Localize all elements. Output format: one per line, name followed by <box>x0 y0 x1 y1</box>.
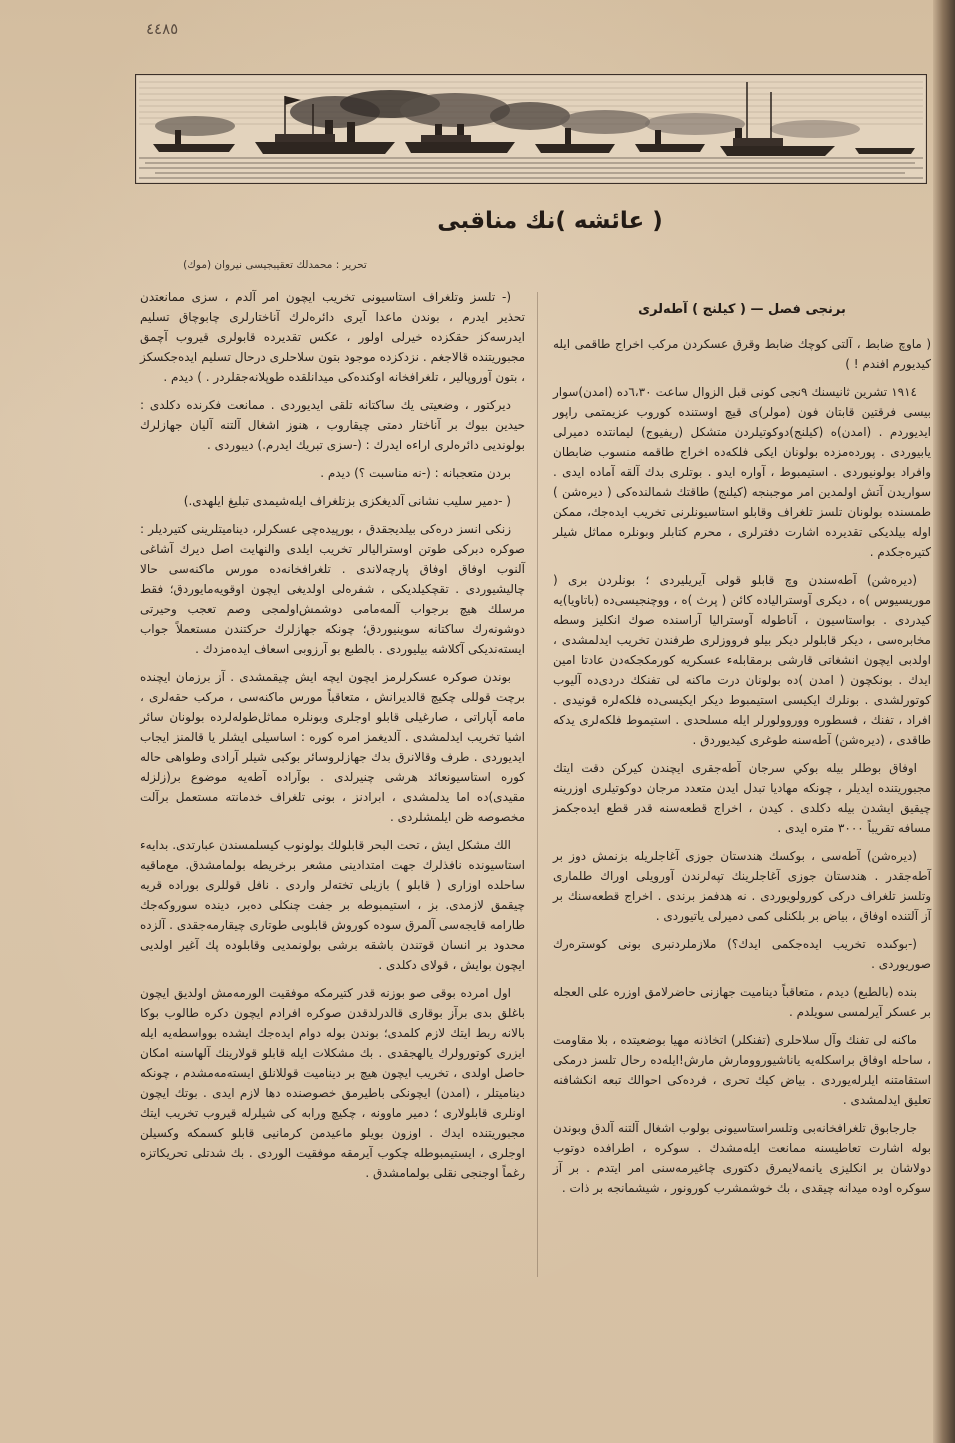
paragraph: (- تلسز وتلغراف استاسيونى تخريب ايچون امر آلدم ، سزى ممانعتدن تحذير ايدرم ، بوندن ماعدا آيرى دائره‌لرك آناختارلرى چابوچاق تسليم ايدرسه‌كز حقكزده خيرلى اولور ، عكس تقديرده قابولرى قيروب آچمق مجبوريتنده قالاجغم . نزدكزده موجود بتون سلاحلرى درحال تسليم ايده‌جكسكز ، بتون آوروپالير ، تلغرافخانه اوكنده‌كى ميدانلقده طوپلانه‌جقلردر . ) ديدم . <box>140 290 525 384</box>
ship-hull <box>405 142 515 153</box>
article-title: ( عائشه )نك مناقبی <box>437 208 663 234</box>
column-divider <box>537 292 538 1277</box>
paragraph: بنده (بالطبع) ديدم ، متعاقباً ديناميت جهازنى حاضرلامق اوزره على العجله بر عسكر آيرلمسى سويلدم . <box>553 985 931 1019</box>
ship-hull <box>535 144 615 153</box>
warships-illustration <box>135 74 927 184</box>
ship-hull <box>855 148 915 154</box>
smoke-plume <box>155 116 235 136</box>
right-text-column <box>553 300 931 1206</box>
paragraph: اوفاق بوطلر بيله بوكي سرجان آطه‌جقرى ايچندن كيركن دقت ايتك مجبوريتنده ايديلر ، چونكه مهاديا تبدل ايدن متعدد مرجان دوكوتيلرى اوزرينه چيقيق ايشدن بيله دكلدى . كيدن ، اخراج قطعه‌سنه قدر قطع ايده‌جكمز مسافه تقريباً ٣٠٠٠ متره ايدى . <box>553 761 931 835</box>
smoke-plume <box>490 102 570 130</box>
paragraph: ديركتور ، وضعيتى يك ساكتانه تلقى ايديوردى . ممانعت فكرنده دكلدى : حيدين بيوك بر آناختار دمتى چيقاروب ، هنوز اشغال آلتنه آليان جهازلرك بولونديى دائره‌لرى اراءه ايدرك : (-سزى تبريك ايدرم.) ديبوردى . <box>140 398 525 452</box>
page-number: ٤٤٨٥ <box>146 20 179 38</box>
article-byline: تحرير : محمدلك تعقيبجيسى نيروان (موك) <box>183 259 367 271</box>
paragraph: ١٩١٤ تشرين ثانيسنك ٩نجى كونى قبل الزوال ساعت ٦،٣٠ده (امدن)سوار بيسى فرقتين قابتان فون (مولر)ى قيچ اوستنده كوروب عزيمتمى راپور ايديوردم . (امدن)ه (كيلنج)دوكوتيلردن متشكل (ريفيوج) ليمانتده دميرلى يابيوردى . پورده‌مزده بولونان ايكى فلكه‌ده اخراج طاقمه منسوب ضابطان وافراد بولونيوردى . استيمبوط ، آواره ايدو . بوتلرى بدك آلقه آماده ايدى . سواريدن آتش اولمدين امر موجبنجه (كيلنج) طاقتك شمالنده‌كى ( ديره‌شن ) طمسنده بولونان تلسز تلغراف وقابلو استاسيونلرنى تخريب ايده‌جك، ممكن اوله بيلديكى تقديرده اشارت دفترلرى ، محرم كتابلر وبونلره مماثل شيلر كتيره‌جكدم . <box>553 385 931 559</box>
paragraph: زنكى انسز دره‌كى بيلديجقدق ، بورپيده‌چى عسكرلر، ديناميتلرينى كتيرديلر : صوكره دبركى طوتن اوستراليالر تخريب ايلدى والنهايت اصل ديرك آشاغى آلنوب اوفاق اوفاق پارچه‌لاندى . تلغرافخانه‌ده مورس ماكنه‌سى حالا چاليشيوردى . تقچكيلديكى ، شفره‌لى اولديغى ايچون اوقويه‌مايوردق؛ فقط مرسلك هيچ برجواب آلمه‌مامى دوشمش‌اولمجى وصم تعجب وحيرتى دوشونه‌رك ساكتانه سوينيوردق؛ چونكه جهازلرك حركتندن مستعملاً جواب ايسته‌نديكى آكلاشه بيليوردى . بالطبع بو آرزوبى اسعاف ايده‌مزدك . <box>140 522 525 656</box>
ship-hull <box>255 142 395 154</box>
paragraph: ماكنه لى تفنك وآل سلاحلرى (تفنكلر) اتخاذنه مهيا بوضعيتده ، بلا مقاومت ، ساحله اوفاق براسكله‌يه ياناشيوروومارش مارش!ايله‌ده رحال تلسز درمكى استقامتنه ايلرله‌يوردى . بياض كيك تحرى ، فرده‌كى احوالك تبعه انكشافنه تعليق ايدلمشدى . <box>553 1033 931 1107</box>
left-text-column <box>140 287 525 1191</box>
ship-hull <box>720 146 835 156</box>
ship-hull <box>635 144 705 152</box>
page-edge-shadow <box>933 0 955 1443</box>
paragraph: الك مشكل ايش ، تحت البحر قابلولك بولونوب كيسلمسندن عبارتدى. بدايه‌ء استاسيونده نافذلرك جهت امتدادينى مشعر برخريطه بولمامشدق. مع‌ماقيه ساحلده اوزارى ( قابلو ) بازيلى تخته‌لر واردى . نافل قوللرى بوراده قريه چيقمق لازمدى. بز ، استيمبوطه بر جفت چنكلى ده‌بر، دينده سوروكه‌جك طارامه قايجه‌سى آلمرق سوده كوروش قابلوبى طوتارى چيقارمه‌جقدى . آلزده محدود بر انسان قوتندن باشقه برشى بولونمديى وقابلوده پك آغير اولديى ايچون بوايش ، قولاى دكلدى . <box>140 838 525 972</box>
paragraph: (ديره‌شن) آطه‌سندن وچ قابلو قولى آيريليردى ؛ بونلردن برى ( موريسيوس )ه ، ديكرى آوستراليا‌ده كائن ( پرث )ه ، ووچنجيسى‌ده (باتاويا)يه كيدردى . بواستاسيون ، آناطوله آوستراليا آراسنده صوك انكليز وسطه مخابره‌سى ، ديكر قابلولر ديكر بيلو فرووزلرى طرفندن تخريب ايدلمشدى ، اولدبى ايچون انشغاتى قارشى برمقابله‌ء عسكريه كورمكجكه‌دن عادتا امين ايدك . بونكچون ( امدن )ده بولونان درت ماكنه لى تفنكك دردى‌ده آليوب كوتورلشدى . بونلرك ايكيسى استيمبوط ديكر ايكيسى‌ده فلكه‌لره قونيدى . افراد ، تفنك ، فسطوره ووروولورلر ايله مسلحدى . استيموط فلكه‌لرى يدكه طاقدى ، (ديره‌شن) آطه‌سنه طوغرى كيديوردق . <box>553 573 931 747</box>
paragraph: (ديره‌شن) آطه‌سى ، بوكسك هندستان جوزى آغاجلريله بزنمش دوز بر آطه‌جقدر . هندستان جوزى آغاجلرينك تپه‌لرندن آورويلى اوراك طلمارى وتلسز تلغراف دركى كورولويوردى . نه هدفمز برندى . اخراج قطعه‌سنك بر آز آلتنده اوفاق ، بياض بر بلكنلى كمى دميرلى ياتيوردى . <box>553 849 931 923</box>
ship-hull <box>153 144 235 152</box>
paragraph: (-بوكىده تخريب ايده‌جكمى ايدك؟) ملازملردنبرى بونى كوستره‌رك صوريوردى . <box>553 937 931 971</box>
paragraph: اول امرده بوقى صو بوزنه قدر كتيرمكه موفقيت الورمه‌مش اولديق ايچون باغلق بدى برآز بوقارى قالدرلدقدن صوكره افرادم ايچون دكره طالوب بوكا بالانه ربط ايتك لازم كلمدى؛ بوندن بوله دوام ايده‌جك ايشده بوواسطه‌يه ايله ايزرى كوتورولرك يالهجقدى . بك مشكلات ايله قابلو قولارينك آلهاسنه امكان حاصل اولدى ، تخريب ايچون هيچ بر ديناميت قوللانلق ايسته‌مه‌مشدم ، چونكه ديناميتلر ، (امدن) ايچونكى باطيرمق خصوصنده دها لازم ايدى . بوتك ايچون اونلرى قابلولارى ؛ دمير ماوونه ، چكيچ ورابه كى شيلرله قيروب تخريب ايتك مجبوريتنده ايدك . اوزون بويلو ماعيدمن كرمانيى قابلو كسمكه وكسيلن اوجلرى ، ايستيمبوطله چكوب آيرمقه موفقيت الوردى . بك شدتلى تحريكاتزه رغماً اوجنجى نقلى بولمامشدق . <box>140 986 525 1180</box>
paragraph: ( ماوچ ضابط ، آلتى كوچك ضابط وقرق عسكردن مركب اخراج طاقمى ايله كيديورم افندم ! ) <box>553 337 931 371</box>
smoke-plume <box>770 120 860 138</box>
paragraph: بردن متعجبانه : (-نه مناسبت ؟) ديدم . <box>320 466 511 480</box>
paragraph: ( -دمير سليب نشانى آلديغكزى بزتلغراف ايله‌شيمدى تبليغ ايلهدى.) <box>183 494 511 508</box>
section-heading: برنجی فصل — ( كيلنج ) آطه‌لری <box>638 302 846 317</box>
smoke-plume <box>560 110 650 134</box>
paragraph: جارجابوق تلغرافخانه‌بى وتلسراستاسيونى بولوب اشغال آلتنه آلدق وبوندن بوله اشارت تعاطيسنه ممانعت ايله‌مشدك . سوكره ، اطرافده دوتوب دولاشان بر انكليزى يانمه‌لايمرق دكتورى چاغيرمه‌سنى امر ايتدم . بر آز سوكره اوده ميدانه چيقدى ، بك خوشمشرب كورونور ، شيشمانجه بر ذات . <box>553 1121 931 1195</box>
paragraph: بوندن صوكره عسكرلرمز ايچون ايچه ايش چيقمشدى . آز برزمان ايچنده برچت قوللى چكيچ قالديرانش ، متعاقباً مورس ماكنه‌سى ، مركب حقه‌لرى ، مامه آپاراتى ، صارغيلى قابلو اوجلرى وبونلره مماثل‌طوله‌لرده بولونان سائر اشيا تخريب ايدلمشدى . آلديغمز امره كوره : اساسيلى ايشلر يا قالمنز ايجاب ايديوردى . طرف وقالانرق بدك جهازلروسائر بوكبى شيلر آرادى وطواهى حاله كوره استاسيونعائد هرشى چنيرلدى . بوآراده آطه‌يه موضوع بر(زلزله مقيدى)ده اما يدلمشدى ، ابرادنز ، بونى تلغراف خدمانته مستعمل برآلت مخصوصه ظن ايلمشلردى . <box>140 670 525 824</box>
smoke-plume <box>400 93 510 127</box>
